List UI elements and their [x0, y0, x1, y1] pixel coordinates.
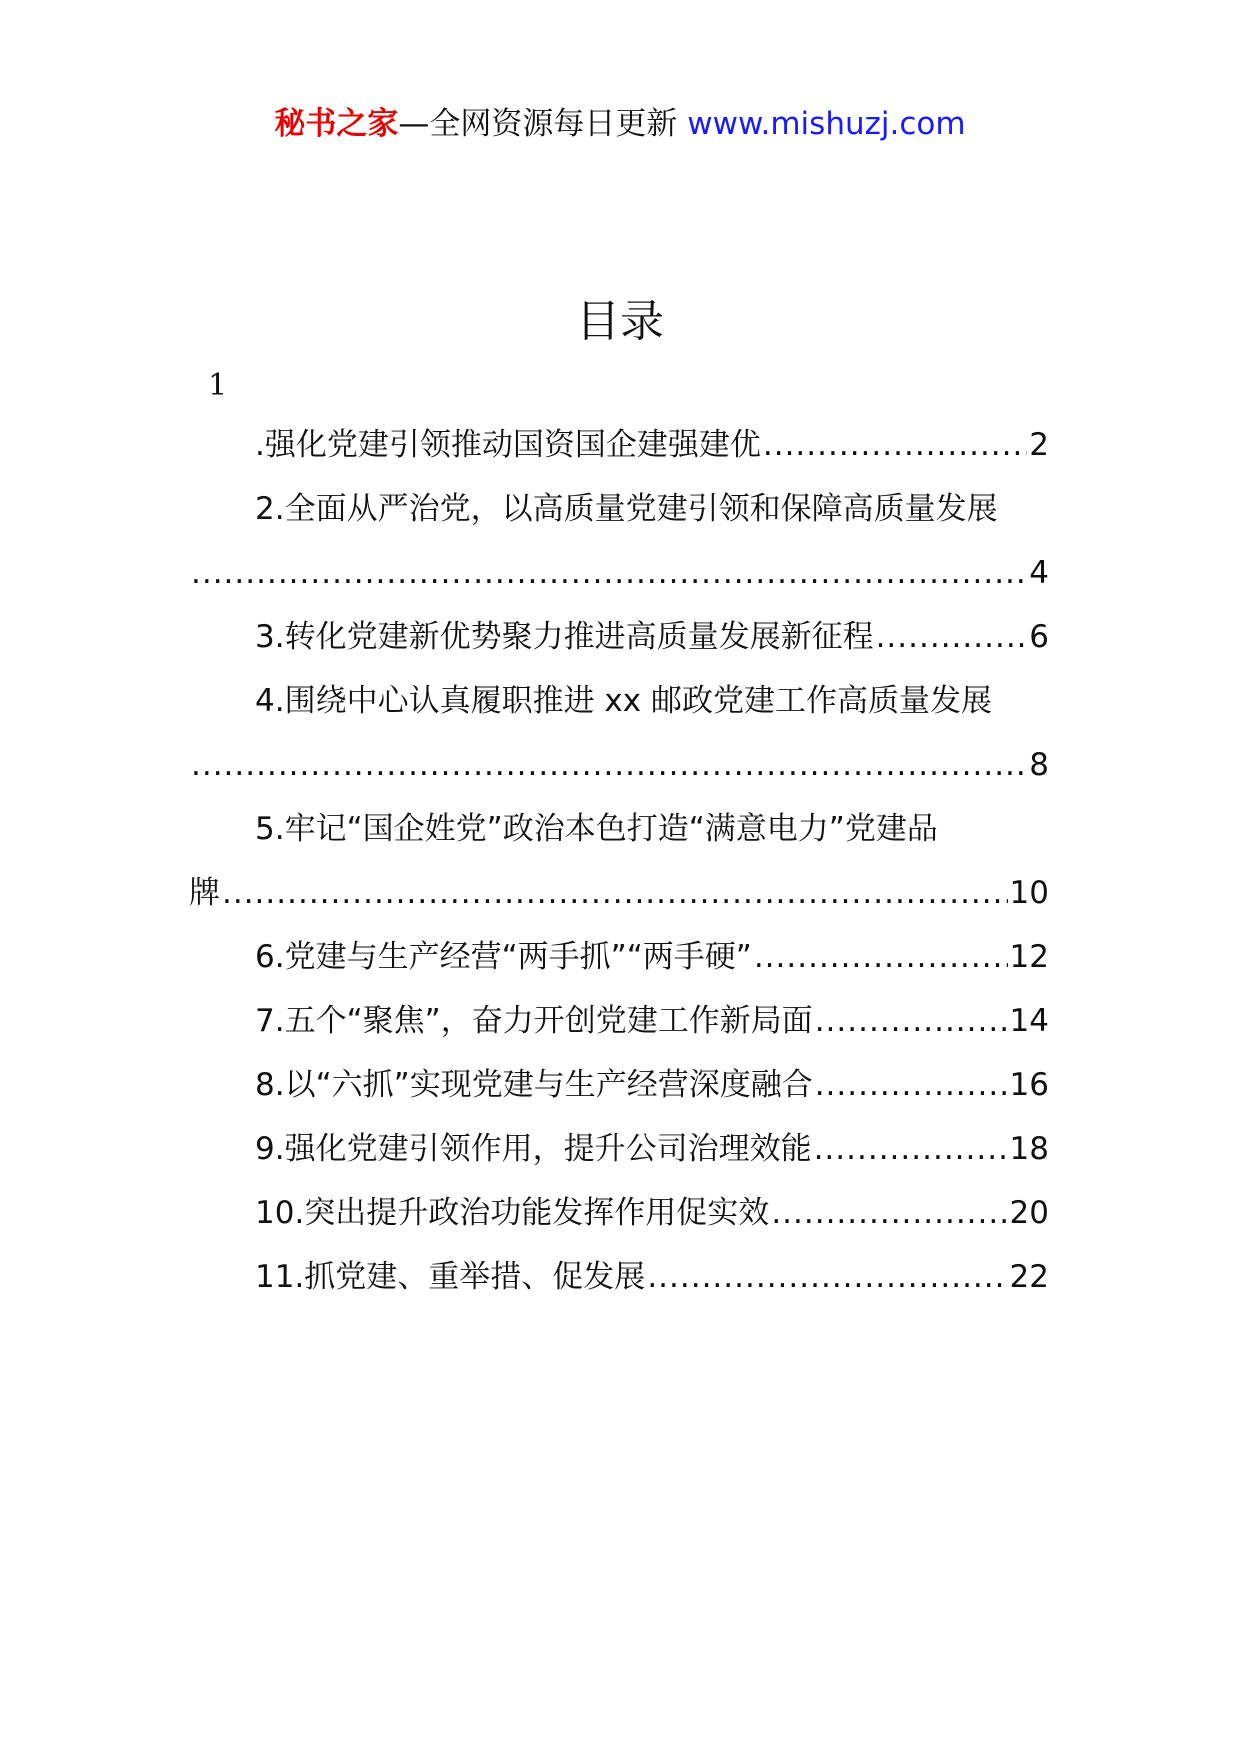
toc-entry-page: 10	[1009, 875, 1049, 911]
toc-entry-page: 14	[1009, 1003, 1049, 1039]
header-tagline: —全网资源每日更新	[398, 106, 688, 142]
toc-leader-dots	[815, 1060, 1008, 1110]
toc-entry-text: 8.以“六抓”实现党建与生产经营深度融合	[255, 1067, 813, 1103]
toc-entry-page: 20	[1009, 1195, 1049, 1231]
site-header	[0, 102, 1240, 146]
toc-entry-text: 2.全面从严治党，以高质量党建引领和保障高质量发展	[255, 491, 998, 527]
brand-name: 秘书之家	[274, 106, 399, 142]
toc-entry-3[interactable]	[189, 612, 1049, 662]
site-url-link[interactable]: www.mishuzj.com	[687, 106, 966, 142]
toc-entry-page: 6	[1029, 619, 1049, 655]
toc-entry-text: 7.五个“聚焦”，奋力开创党建工作新局面	[255, 1003, 813, 1039]
toc-entry-5[interactable]	[189, 804, 1049, 911]
toc-entry-1[interactable]	[189, 420, 1049, 470]
toc-leader-dots	[754, 932, 1008, 982]
toc-entry-continuation: 牌	[189, 875, 220, 911]
toc-leader-dots	[814, 1124, 1008, 1174]
toc-entry-4[interactable]	[189, 676, 1049, 783]
toc-entry-page: 12	[1009, 939, 1049, 975]
toc-leader-dots	[763, 420, 1027, 470]
toc-entry-text: 11.抓党建、重举措、促发展	[255, 1259, 646, 1295]
toc-leader-dots	[876, 612, 1028, 662]
toc-entry-11[interactable]	[189, 1252, 1049, 1302]
toc-entry-text: 6.党建与生产经营“两手抓”“两手硬”	[255, 939, 752, 975]
toc-entry-10[interactable]	[189, 1188, 1049, 1238]
toc-entry-text: 10.突出提升政治功能发挥作用促实效	[255, 1195, 770, 1231]
toc-entry-2[interactable]	[189, 484, 1049, 591]
toc-entry-9[interactable]	[189, 1124, 1049, 1174]
toc-entry-page: 16	[1009, 1067, 1049, 1103]
toc-leader-dots	[771, 1188, 1007, 1238]
toc-entry-8[interactable]	[189, 1060, 1049, 1110]
toc-entry-page: 4	[1029, 555, 1049, 591]
toc-entry-text: 5.牢记“国企姓党”政治本色打造“满意电力”党建品	[255, 811, 938, 847]
toc-entry-page: 22	[1009, 1259, 1049, 1295]
toc-entry-page: 18	[1009, 1131, 1049, 1167]
toc-title: 目录	[576, 296, 664, 347]
stray-page-number: 1	[208, 368, 228, 403]
toc-entry-text: 3.转化党建新优势聚力推进高质量发展新征程	[255, 619, 874, 655]
toc-entry-text: .强化党建引领推动国资国企建强建优	[255, 427, 761, 463]
toc-leader-dots	[191, 548, 1027, 598]
toc-entry-7[interactable]	[189, 996, 1049, 1046]
toc-entry-text: 4.围绕中心认真履职推进 xx 邮政党建工作高质量发展	[255, 683, 992, 719]
toc-entry-page: 8	[1029, 747, 1049, 783]
toc-entry-page: 2	[1029, 427, 1049, 463]
toc-leader-dots	[191, 740, 1027, 790]
toc-leader-dots	[815, 996, 1008, 1046]
toc-leader-dots	[647, 1252, 1007, 1302]
toc-leader-dots	[222, 868, 1008, 918]
toc-entry-text: 9.强化党建引领作用，提升公司治理效能	[255, 1131, 812, 1167]
toc-entry-6[interactable]	[189, 932, 1049, 982]
